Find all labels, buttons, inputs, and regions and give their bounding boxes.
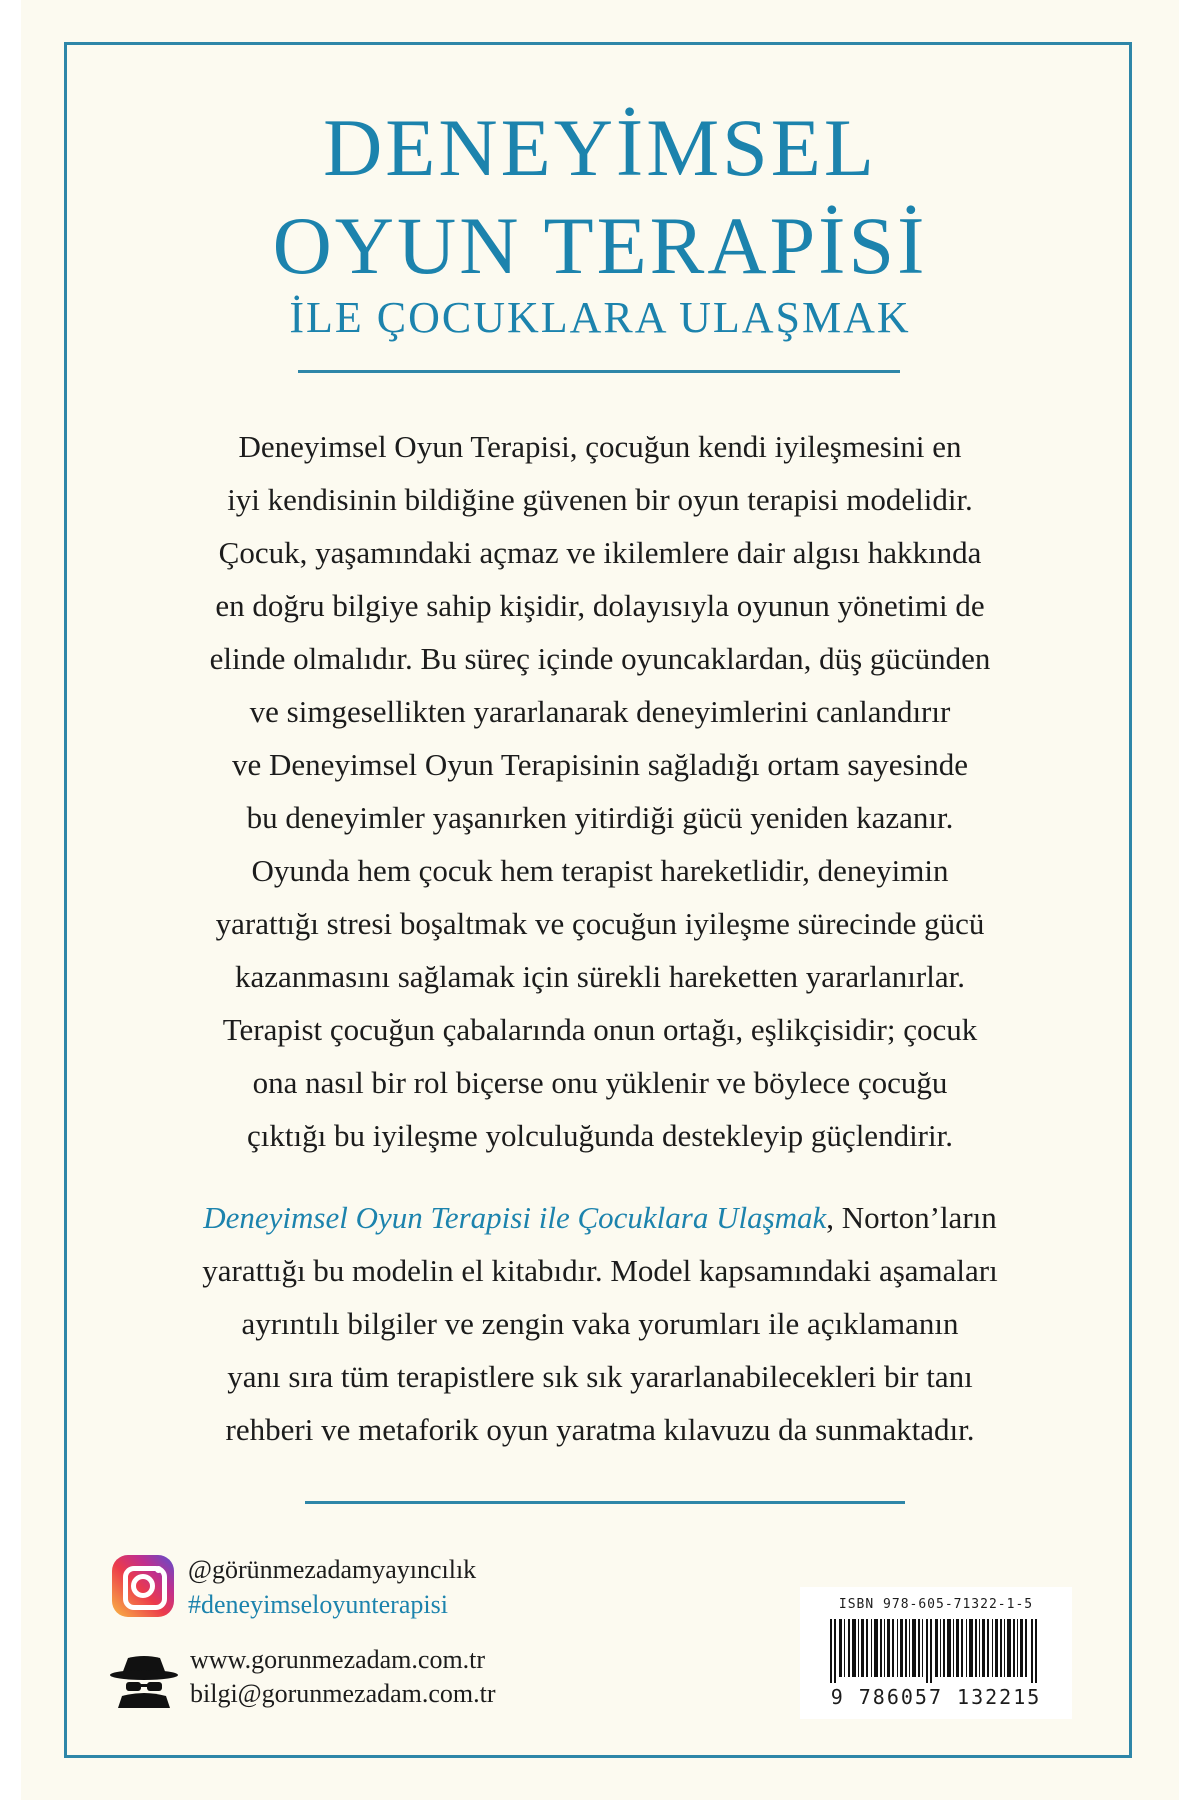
blurb-paragraph-1 <box>0 420 1200 1162</box>
blurb-line: çıktığı bu iyileşme yolculuğunda destekleyip güçlendirir. <box>247 1118 953 1153</box>
blurb-line: Terapist çocuğun çabalarında onun ortağı, eşlikçisidir; çocuk <box>222 1012 978 1047</box>
blurb-line: yanı sıra tüm terapistlere sık sık yararlanabilecekleri bir tanı <box>227 1359 973 1394</box>
barcode-digits: 9 786057 132215 <box>830 1685 1042 1709</box>
divider-bottom <box>305 1501 905 1504</box>
blurb-line: ayrıntılı bilgiler ve zengin vaka yorumları ile açıklamanın <box>241 1306 959 1341</box>
blurb-line: en doğru bilgiye sahip kişidir, dolayısıyla oyunun yönetimi de <box>215 588 985 623</box>
barcode-block <box>800 1587 1072 1719</box>
blurb-line: yarattığı stresi boşaltmak ve çocuğun iyileşme sürecinde gücü <box>215 906 985 941</box>
spy-logo-icon <box>108 1652 180 1708</box>
blurb-line: ve Deneyimsel Oyun Terapisinin sağladığı ortam sayesinde <box>232 747 968 782</box>
book-title-italic: Deneyimsel Oyun Terapisi ile Çocuklara Ulaşmak <box>203 1200 827 1235</box>
blurb-line: kazanmasını sağlamak için sürekli hareketten yararlanırlar. <box>235 959 965 994</box>
blurb-line: ona nasıl bir rol biçerse onu yüklenir ve böylece çocuğu <box>252 1065 948 1100</box>
title-line-2: OYUN TERAPİSİ <box>272 200 928 291</box>
title-line-1: DENEYİMSEL <box>323 102 877 193</box>
instagram-handle[interactable]: @görünmezadamyayıncılık <box>188 1555 477 1584</box>
blurb-line: bu deneyimler yaşanırken yitirdiği gücü yeniden kazanır. <box>246 800 954 835</box>
subtitle: İLE ÇOCUKLARA ULAŞMAK <box>289 293 911 342</box>
blurb-line-first <box>0 1191 1200 1244</box>
instagram-icon[interactable] <box>112 1555 174 1617</box>
divider-top <box>298 370 900 373</box>
blurb-line: rehberi ve metaforik oyun yaratma kılavuzu da sunmaktadır. <box>225 1412 975 1447</box>
blurb-line: yarattığı bu modelin el kitabıdır. Model kapsamındaki aşamaları <box>202 1253 998 1288</box>
blurb-line: Oyunda hem çocuk hem terapist hareketlidir, deneyimin <box>251 853 949 888</box>
blurb-line-first-rest: , Norton’ların <box>826 1200 997 1235</box>
isbn-label: ISBN 978-605-71322-1-5 <box>838 1597 1034 1612</box>
blurb-paragraph-2 <box>0 1191 1200 1456</box>
hashtag[interactable]: #deneyimseloyunterapisi <box>188 1590 448 1619</box>
website-link[interactable]: www.gorunmezadam.com.tr <box>190 1645 486 1674</box>
blurb-line: elinde olmalıdır. Bu süreç içinde oyuncaklardan, düş gücünden <box>209 641 991 676</box>
blurb-line: iyi kendisinin bildiğine güvenen bir oyun terapisi modelidir. <box>227 482 973 517</box>
email-link[interactable]: bilgi@gorunmezadam.com.tr <box>190 1679 496 1708</box>
blurb-line: Deneyimsel Oyun Terapisi, çocuğun kendi iyileşmesini en <box>238 429 962 464</box>
barcode-bars <box>830 1619 1042 1683</box>
blurb-line: ve simgesellikten yararlanarak deneyimlerini canlandırır <box>249 694 951 729</box>
blurb-line: Çocuk, yaşamındaki açmaz ve ikilemlere dair algısı hakkında <box>218 535 982 570</box>
